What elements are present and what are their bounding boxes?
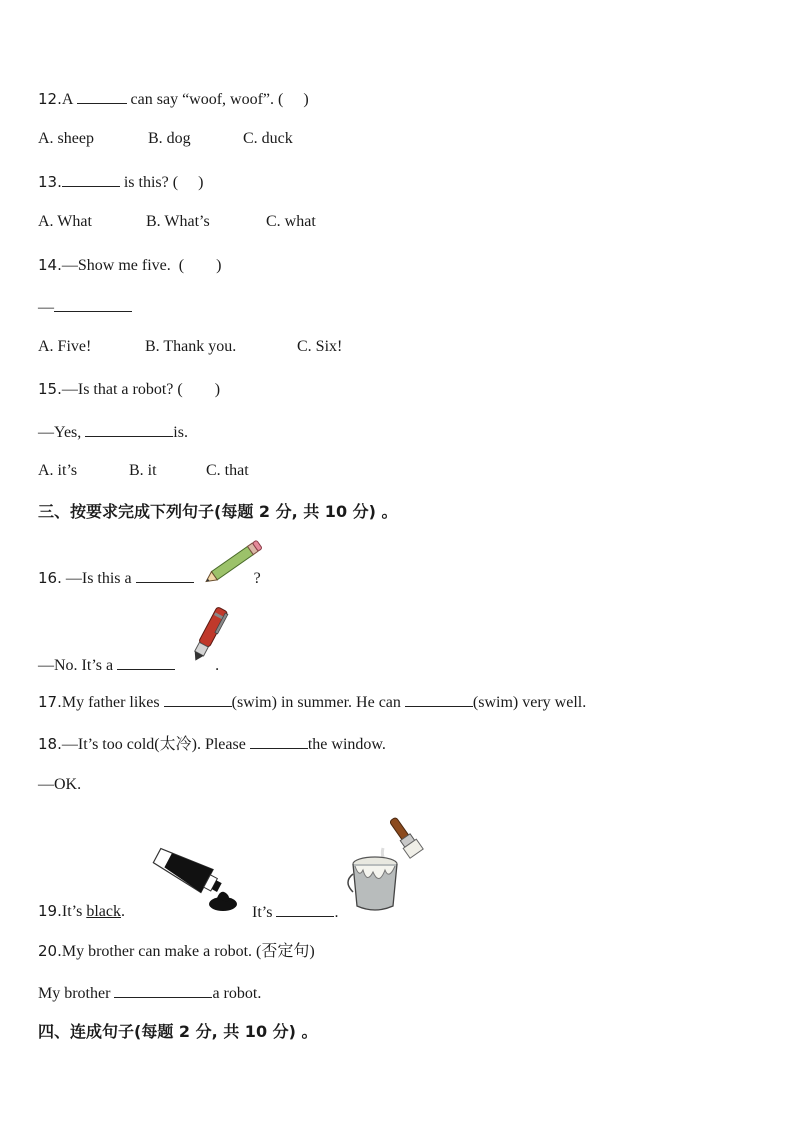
- answer-blank[interactable]: [276, 901, 334, 917]
- reply-text: is.: [173, 424, 188, 441]
- question-number: 15.: [38, 380, 62, 398]
- section-heading: 四、连成句子(每题 2 分, 共 10 分) 。: [38, 1022, 318, 1041]
- option-a[interactable]: A. What: [38, 213, 92, 230]
- question-text: —Is this a: [61, 570, 136, 587]
- pen-icon: [188, 602, 230, 668]
- question-number: 17.: [38, 693, 62, 711]
- question-12: [38, 88, 309, 110]
- answer-blank[interactable]: [164, 691, 232, 707]
- question-text: My father likes: [61, 694, 164, 711]
- option-a[interactable]: A. Five!: [38, 338, 92, 355]
- answer-blank[interactable]: [54, 296, 132, 312]
- reply-dash: —: [38, 299, 54, 316]
- option-a[interactable]: A. sheep: [38, 130, 94, 147]
- question-text: My brother can make a robot. (否定句): [61, 943, 315, 960]
- question-text: (swim) in summer. He can: [231, 694, 405, 711]
- option-c[interactable]: C. duck: [243, 130, 293, 147]
- answer-blank[interactable]: [114, 982, 212, 998]
- answer-blank[interactable]: [62, 171, 120, 187]
- option-b[interactable]: B. What’s: [146, 213, 210, 230]
- answer-blank[interactable]: [136, 567, 194, 583]
- question-text: —It’s too cold(太冷). Please: [61, 736, 250, 753]
- answer-blank[interactable]: [77, 88, 127, 104]
- question-number: 20.: [38, 942, 62, 960]
- paint-tube-icon: [145, 842, 245, 914]
- question-text: —Show me five. ( ): [61, 257, 222, 274]
- question-number: 13.: [38, 173, 62, 191]
- answer-blank[interactable]: [85, 421, 173, 437]
- question-number: 19.: [38, 902, 62, 920]
- reply-line: [38, 296, 132, 318]
- question-text: can say “woof, woof”. ( ): [126, 91, 309, 108]
- question-text: A: [61, 91, 77, 108]
- question-number: 12.: [38, 90, 62, 108]
- question-20: [38, 941, 315, 962]
- paint-bucket-icon: [345, 812, 427, 914]
- section-heading: 三、按要求完成下列句子(每题 2 分, 共 10 分) 。: [38, 502, 398, 521]
- answer-line: [252, 901, 338, 923]
- period: .: [334, 904, 339, 921]
- period: .: [120, 903, 125, 920]
- question-text: the window.: [307, 736, 386, 753]
- period: .: [215, 657, 220, 674]
- question-19: [38, 901, 125, 922]
- pencil-icon: [200, 538, 268, 586]
- question-17: [38, 691, 586, 713]
- answer-blank[interactable]: [117, 654, 175, 670]
- question-15: [38, 379, 220, 400]
- question-text: My brother: [38, 985, 115, 1002]
- reply-line: —OK.: [38, 776, 82, 793]
- question-text: It’s: [252, 904, 277, 921]
- answer-blank[interactable]: [250, 733, 308, 749]
- option-c[interactable]: C. that: [206, 462, 249, 479]
- question-number: 16.: [38, 569, 62, 587]
- question-text: It’s: [61, 903, 87, 920]
- option-b[interactable]: B. it: [129, 462, 157, 479]
- question-18: [38, 733, 386, 755]
- option-b[interactable]: B. dog: [148, 130, 191, 147]
- answer-line: [38, 982, 261, 1004]
- option-c[interactable]: C. Six!: [297, 338, 343, 355]
- reply-text: —No. It’s a: [38, 657, 118, 674]
- question-text: (swim) very well.: [472, 694, 587, 711]
- question-13: [38, 171, 203, 193]
- question-text: is this? ( ): [119, 174, 204, 191]
- underlined-word: black: [86, 903, 121, 920]
- question-number: 14.: [38, 256, 62, 274]
- question-mark: ?: [253, 570, 261, 587]
- question-number: 18.: [38, 735, 62, 753]
- option-b[interactable]: B. Thank you.: [145, 338, 237, 355]
- reply-line: [38, 421, 188, 443]
- option-a[interactable]: A. it’s: [38, 462, 78, 479]
- question-text: a robot.: [212, 985, 262, 1002]
- question-text: —Is that a robot? ( ): [61, 381, 221, 398]
- reply-text: —Yes,: [38, 424, 86, 441]
- option-c[interactable]: C. what: [266, 213, 316, 230]
- question-14: [38, 255, 221, 276]
- answer-blank[interactable]: [405, 691, 473, 707]
